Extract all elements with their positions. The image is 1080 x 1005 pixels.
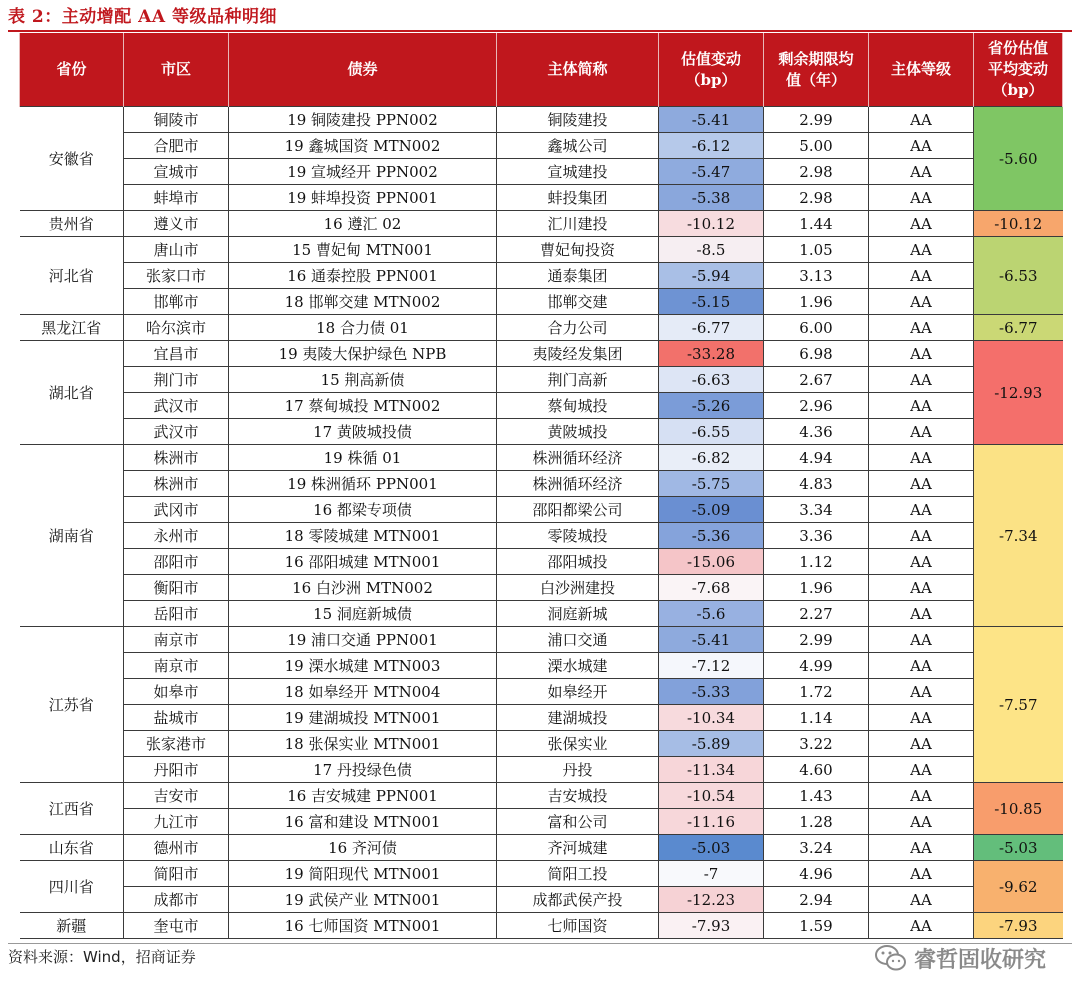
province-cell: 湖南省 (20, 445, 124, 627)
bond-cell: 18 合力债 01 (229, 315, 497, 341)
bond-cell: 15 曹妃甸 MTN001 (229, 237, 497, 263)
valuation-change-cell: -5.47 (659, 159, 764, 185)
issuer-cell: 夷陵经发集团 (497, 341, 659, 367)
province-average-cell: -10.85 (974, 783, 1063, 835)
city-cell: 张家港市 (124, 731, 229, 757)
header-change-line1: 估值变动 (680, 49, 741, 68)
bond-cell: 19 铜陵建投 PPN002 (229, 107, 497, 133)
rating-cell: AA (869, 159, 974, 185)
city-cell: 奎屯市 (124, 913, 229, 939)
valuation-change-cell: -7.12 (659, 653, 764, 679)
bond-cell: 19 株洲循环 PPN001 (229, 471, 497, 497)
remaining-term-cell: 6.00 (764, 315, 869, 341)
valuation-change-cell: -7.68 (659, 575, 764, 601)
city-cell: 邵阳市 (124, 549, 229, 575)
province-average-cell: -6.77 (974, 315, 1063, 341)
rating-cell: AA (869, 861, 974, 887)
province-average-cell: -10.12 (974, 211, 1063, 237)
issuer-cell: 铜陵建投 (497, 107, 659, 133)
valuation-change-cell: -7 (659, 861, 764, 887)
remaining-term-cell: 4.99 (764, 653, 869, 679)
header-avg-line2: 平均变动 (987, 60, 1048, 78)
table-row (20, 861, 1063, 887)
province-cell: 四川省 (20, 861, 124, 913)
remaining-term-cell: 6.98 (764, 341, 869, 367)
city-cell: 丹阳市 (124, 757, 229, 783)
issuer-cell: 合力公司 (497, 315, 659, 341)
remaining-term-cell: 2.99 (764, 627, 869, 653)
rating-cell: AA (869, 679, 974, 705)
table-row (20, 341, 1063, 367)
header-remaining-term (764, 33, 869, 107)
rating-cell: AA (869, 185, 974, 211)
rating-cell: AA (869, 263, 974, 289)
province-average-cell: -5.03 (974, 835, 1063, 861)
city-cell: 蚌埠市 (124, 185, 229, 211)
table-row (20, 809, 1063, 835)
valuation-change-cell: -11.16 (659, 809, 764, 835)
remaining-term-cell: 2.99 (764, 107, 869, 133)
bond-cell: 16 七师国资 MTN001 (229, 913, 497, 939)
bond-cell: 16 都梁专项债 (229, 497, 497, 523)
bond-cell: 19 浦口交通 PPN001 (229, 627, 497, 653)
bond-cell: 16 吉安城建 PPN001 (229, 783, 497, 809)
issuer-cell: 鑫城公司 (497, 133, 659, 159)
table-row (20, 497, 1063, 523)
table-row (20, 471, 1063, 497)
bond-cell: 18 如皋经开 MTN004 (229, 679, 497, 705)
rating-cell: AA (869, 315, 974, 341)
bond-cell: 15 荆高新债 (229, 367, 497, 393)
rating-cell: AA (869, 887, 974, 913)
rating-cell: AA (869, 237, 974, 263)
issuer-cell: 洞庭新城 (497, 601, 659, 627)
table-row (20, 185, 1063, 211)
issuer-cell: 邵阳城投 (497, 549, 659, 575)
remaining-term-cell: 3.13 (764, 263, 869, 289)
rating-cell: AA (869, 133, 974, 159)
remaining-term-cell: 5.00 (764, 133, 869, 159)
province-average-cell: -9.62 (974, 861, 1063, 913)
bond-cell: 17 蔡甸城投 MTN002 (229, 393, 497, 419)
remaining-term-cell: 1.96 (764, 575, 869, 601)
header-province-average (974, 33, 1063, 107)
rating-cell: AA (869, 289, 974, 315)
city-cell: 九江市 (124, 809, 229, 835)
issuer-cell: 丹投 (497, 757, 659, 783)
remaining-term-cell: 1.14 (764, 705, 869, 731)
valuation-change-cell: -8.5 (659, 237, 764, 263)
header-valuation-change (659, 33, 764, 107)
table-row (20, 575, 1063, 601)
valuation-change-cell: -5.6 (659, 601, 764, 627)
valuation-change-cell: -6.55 (659, 419, 764, 445)
table-body (20, 107, 1063, 939)
bond-cell: 16 通泰控股 PPN001 (229, 263, 497, 289)
table-row (20, 549, 1063, 575)
issuer-cell: 汇川建投 (497, 211, 659, 237)
rating-cell: AA (869, 445, 974, 471)
table-row (20, 289, 1063, 315)
issuer-cell: 如皋经开 (497, 679, 659, 705)
remaining-term-cell: 4.96 (764, 861, 869, 887)
valuation-change-cell: -10.12 (659, 211, 764, 237)
valuation-change-cell: -6.63 (659, 367, 764, 393)
bond-cell: 19 蚌埠投资 PPN001 (229, 185, 497, 211)
issuer-cell: 零陵城投 (497, 523, 659, 549)
city-cell: 邯郸市 (124, 289, 229, 315)
rating-cell: AA (869, 835, 974, 861)
table-row (20, 211, 1063, 237)
province-cell: 江西省 (20, 783, 124, 835)
bond-cell: 19 夷陵大保护绿色 NPB (229, 341, 497, 367)
city-cell: 永州市 (124, 523, 229, 549)
bond-cell: 19 鑫城国资 MTN002 (229, 133, 497, 159)
remaining-term-cell: 1.05 (764, 237, 869, 263)
remaining-term-cell: 2.94 (764, 887, 869, 913)
table-row (20, 419, 1063, 445)
valuation-change-cell: -5.33 (659, 679, 764, 705)
remaining-term-cell: 1.59 (764, 913, 869, 939)
bond-cell: 19 溧水城建 MTN003 (229, 653, 497, 679)
bond-cell: 17 丹投绿色债 (229, 757, 497, 783)
city-cell: 遵义市 (124, 211, 229, 237)
remaining-term-cell: 1.12 (764, 549, 869, 575)
remaining-term-cell: 4.60 (764, 757, 869, 783)
table-row (20, 887, 1063, 913)
issuer-cell: 白沙洲建投 (497, 575, 659, 601)
province-cell: 新疆 (20, 913, 124, 939)
rating-cell: AA (869, 367, 974, 393)
issuer-cell: 成都武侯产投 (497, 887, 659, 913)
issuer-cell: 简阳工投 (497, 861, 659, 887)
table-row (20, 679, 1063, 705)
valuation-change-cell: -33.28 (659, 341, 764, 367)
rating-cell: AA (869, 393, 974, 419)
city-cell: 衡阳市 (124, 575, 229, 601)
city-cell: 宣城市 (124, 159, 229, 185)
title-divider (8, 30, 1072, 32)
province-average-cell: -12.93 (974, 341, 1063, 445)
table-row (20, 783, 1063, 809)
city-cell: 铜陵市 (124, 107, 229, 133)
bond-cell: 18 零陵城建 MTN001 (229, 523, 497, 549)
issuer-cell: 齐河城建 (497, 835, 659, 861)
remaining-term-cell: 1.28 (764, 809, 869, 835)
valuation-change-cell: -5.75 (659, 471, 764, 497)
remaining-term-cell: 2.98 (764, 185, 869, 211)
valuation-change-cell: -10.34 (659, 705, 764, 731)
valuation-change-cell: -15.06 (659, 549, 764, 575)
province-average-cell: -7.34 (974, 445, 1063, 627)
issuer-cell: 邵阳都梁公司 (497, 497, 659, 523)
bond-cell: 17 黄陂城投债 (229, 419, 497, 445)
rating-cell: AA (869, 341, 974, 367)
city-cell: 武冈市 (124, 497, 229, 523)
city-cell: 德州市 (124, 835, 229, 861)
bond-cell: 19 简阳现代 MTN001 (229, 861, 497, 887)
city-cell: 荆门市 (124, 367, 229, 393)
bond-cell: 19 建湖城投 MTN001 (229, 705, 497, 731)
table-row (20, 705, 1063, 731)
table-row (20, 393, 1063, 419)
valuation-change-cell: -11.34 (659, 757, 764, 783)
table-row (20, 133, 1063, 159)
issuer-cell: 蔡甸城投 (497, 393, 659, 419)
city-cell: 哈尔滨市 (124, 315, 229, 341)
remaining-term-cell: 3.22 (764, 731, 869, 757)
city-cell: 合肥市 (124, 133, 229, 159)
issuer-cell: 株洲循环经济 (497, 471, 659, 497)
province-cell: 黑龙江省 (20, 315, 124, 341)
remaining-term-cell: 3.24 (764, 835, 869, 861)
issuer-cell: 曹妃甸投资 (497, 237, 659, 263)
issuer-cell: 黄陂城投 (497, 419, 659, 445)
remaining-term-cell: 2.27 (764, 601, 869, 627)
issuer-cell: 荆门高新 (497, 367, 659, 393)
valuation-change-cell: -5.26 (659, 393, 764, 419)
header-term-line1: 剩余期限均 (778, 49, 854, 68)
issuer-cell: 通泰集团 (497, 263, 659, 289)
bond-cell: 19 武侯产业 MTN001 (229, 887, 497, 913)
province-average-cell: -7.57 (974, 627, 1063, 783)
header-issuer: 主体简称 (497, 33, 659, 107)
valuation-change-cell: -10.54 (659, 783, 764, 809)
issuer-cell: 浦口交通 (497, 627, 659, 653)
province-cell: 江苏省 (20, 627, 124, 783)
header-province: 省份 (20, 33, 124, 107)
header-bond: 债券 (229, 33, 497, 107)
remaining-term-cell: 4.36 (764, 419, 869, 445)
city-cell: 株洲市 (124, 471, 229, 497)
issuer-cell: 蚌投集团 (497, 185, 659, 211)
header-term-line2: 值（年） (785, 70, 846, 89)
table-row (20, 237, 1063, 263)
province-cell: 河北省 (20, 237, 124, 315)
issuer-cell: 宣城建投 (497, 159, 659, 185)
table-row (20, 653, 1063, 679)
rating-cell: AA (869, 549, 974, 575)
issuer-cell: 吉安城投 (497, 783, 659, 809)
remaining-term-cell: 1.44 (764, 211, 869, 237)
bond-cell: 16 白沙洲 MTN002 (229, 575, 497, 601)
rating-cell: AA (869, 419, 974, 445)
valuation-change-cell: -5.38 (659, 185, 764, 211)
valuation-change-cell: -7.93 (659, 913, 764, 939)
rating-cell: AA (869, 107, 974, 133)
table-row (20, 627, 1063, 653)
issuer-cell: 溧水城建 (497, 653, 659, 679)
issuer-cell: 邯郸交建 (497, 289, 659, 315)
issuer-cell: 张保实业 (497, 731, 659, 757)
valuation-change-cell: -12.23 (659, 887, 764, 913)
watermark-text: 睿哲固收研究 (913, 947, 1046, 973)
table-row (20, 263, 1063, 289)
table-row (20, 107, 1063, 133)
rating-cell: AA (869, 575, 974, 601)
watermark (874, 938, 1046, 978)
remaining-term-cell: 4.83 (764, 471, 869, 497)
header-row (20, 33, 1063, 107)
rating-cell: AA (869, 809, 974, 835)
city-cell: 宜昌市 (124, 341, 229, 367)
bond-cell: 16 富和建设 MTN001 (229, 809, 497, 835)
city-cell: 张家口市 (124, 263, 229, 289)
province-average-cell: -5.60 (974, 107, 1063, 211)
city-cell: 盐城市 (124, 705, 229, 731)
rating-cell: AA (869, 705, 974, 731)
table-row (20, 913, 1063, 939)
header-change-line2: （bp） (685, 70, 737, 89)
bond-cell: 18 张保实业 MTN001 (229, 731, 497, 757)
table-row (20, 315, 1063, 341)
city-cell: 南京市 (124, 627, 229, 653)
rating-cell: AA (869, 211, 974, 237)
valuation-change-cell: -6.77 (659, 315, 764, 341)
bond-cell: 16 遵汇 02 (229, 211, 497, 237)
rating-cell: AA (869, 731, 974, 757)
header-rating: 主体等级 (869, 33, 974, 107)
valuation-change-cell: -5.89 (659, 731, 764, 757)
province-cell: 山东省 (20, 835, 124, 861)
province-cell: 贵州省 (20, 211, 124, 237)
valuation-change-cell: -5.41 (659, 627, 764, 653)
bond-cell: 19 株循 01 (229, 445, 497, 471)
province-cell: 湖北省 (20, 341, 124, 445)
rating-cell: AA (869, 601, 974, 627)
valuation-change-cell: -6.82 (659, 445, 764, 471)
issuer-cell: 七师国资 (497, 913, 659, 939)
city-cell: 吉安市 (124, 783, 229, 809)
table-row (20, 835, 1063, 861)
header-city: 市区 (124, 33, 229, 107)
remaining-term-cell: 2.67 (764, 367, 869, 393)
table-row (20, 601, 1063, 627)
province-average-cell: -7.93 (974, 913, 1063, 939)
table-title: 表 2：主动增配 AA 等级品种明细 (8, 7, 277, 27)
table-row (20, 159, 1063, 185)
table-row (20, 445, 1063, 471)
remaining-term-cell: 2.96 (764, 393, 869, 419)
remaining-term-cell: 1.72 (764, 679, 869, 705)
remaining-term-cell: 3.34 (764, 497, 869, 523)
rating-cell: AA (869, 757, 974, 783)
source-note: 资料来源：Wind，招商证券 (8, 948, 196, 966)
header-avg-line3: （bp） (992, 81, 1044, 99)
city-cell: 如皋市 (124, 679, 229, 705)
bond-cell: 15 洞庭新城债 (229, 601, 497, 627)
province-average-cell: -6.53 (974, 237, 1063, 315)
bond-table (19, 33, 1063, 939)
city-cell: 岳阳市 (124, 601, 229, 627)
issuer-cell: 富和公司 (497, 809, 659, 835)
table-row (20, 367, 1063, 393)
bond-cell: 19 宣城经开 PPN002 (229, 159, 497, 185)
bond-cell: 16 齐河债 (229, 835, 497, 861)
header-avg-line1: 省份估值 (987, 39, 1048, 57)
bond-cell: 18 邯郸交建 MTN002 (229, 289, 497, 315)
remaining-term-cell: 1.43 (764, 783, 869, 809)
rating-cell: AA (869, 497, 974, 523)
valuation-change-cell: -5.15 (659, 289, 764, 315)
valuation-change-cell: -6.12 (659, 133, 764, 159)
valuation-change-cell: -5.36 (659, 523, 764, 549)
rating-cell: AA (869, 523, 974, 549)
rating-cell: AA (869, 783, 974, 809)
remaining-term-cell: 2.98 (764, 159, 869, 185)
table-row (20, 523, 1063, 549)
province-cell: 安徽省 (20, 107, 124, 211)
wechat-icon (874, 943, 908, 973)
valuation-change-cell: -5.09 (659, 497, 764, 523)
city-cell: 南京市 (124, 653, 229, 679)
city-cell: 成都市 (124, 887, 229, 913)
city-cell: 武汉市 (124, 419, 229, 445)
rating-cell: AA (869, 913, 974, 939)
city-cell: 唐山市 (124, 237, 229, 263)
city-cell: 武汉市 (124, 393, 229, 419)
valuation-change-cell: -5.41 (659, 107, 764, 133)
issuer-cell: 建湖城投 (497, 705, 659, 731)
remaining-term-cell: 3.36 (764, 523, 869, 549)
city-cell: 株洲市 (124, 445, 229, 471)
remaining-term-cell: 4.94 (764, 445, 869, 471)
valuation-change-cell: -5.94 (659, 263, 764, 289)
bond-cell: 16 邵阳城建 MTN001 (229, 549, 497, 575)
remaining-term-cell: 1.96 (764, 289, 869, 315)
valuation-change-cell: -5.03 (659, 835, 764, 861)
city-cell: 简阳市 (124, 861, 229, 887)
rating-cell: AA (869, 471, 974, 497)
table-row (20, 731, 1063, 757)
table-row (20, 757, 1063, 783)
rating-cell: AA (869, 653, 974, 679)
issuer-cell: 株洲循环经济 (497, 445, 659, 471)
rating-cell: AA (869, 627, 974, 653)
